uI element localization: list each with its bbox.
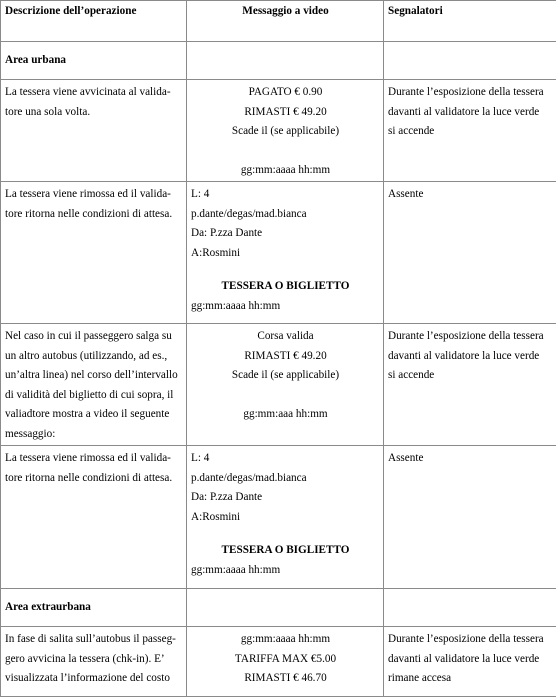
- table-row: [1, 324, 556, 446]
- row5-description: In fase di salita sull’autobus il passeg- gero avvicina la tessera (chk-in). E’ visualizzata l’informazione del costo: [1, 627, 187, 697]
- table-row: [1, 627, 556, 697]
- row3-description: Nel caso in cui il passeggero salga su un altro autobus (utilizzando, ad es., un’altra linea) nel corso dell’intervallo di validità del biglietto di cui sopra, il valiadtore mostra a video il seguente messaggio:: [1, 324, 187, 446]
- section-title-urban: Area urbana: [1, 42, 187, 80]
- row5-message: gg:mm:aaaa hh:mm TARIFFA MAX €5.00 RIMASTI € 46.70: [187, 627, 384, 697]
- row1-message: PAGATO € 0.90 RIMASTI € 49.20 Scade il (se applicabile) gg:mm:aaaa hh:mm: [187, 80, 384, 182]
- header-message: Messaggio a video: [187, 1, 384, 42]
- row1-signals: Durante l’esposizione della tessera davanti al validatore la luce verde si accende: [384, 80, 556, 182]
- row2-description: La tessera viene rimossa ed il valida- tore ritorna nelle condizioni di attesa.: [1, 182, 187, 324]
- row4-message: L: 4 p.dante/degas/mad.bianca Da: P.zza Dante A:Rosmini TESSERA O BIGLIETTO gg:mm:aaaa hh:mm: [187, 446, 384, 589]
- row3-message: Corsa valida RIMASTI € 49.20 Scade il (se applicabile) gg:mm:aaa hh:mm: [187, 324, 384, 446]
- row2-signals: Assente: [384, 182, 556, 324]
- section-title-extraurban: Area extraurbana: [1, 589, 187, 627]
- table-header-row: [1, 1, 556, 42]
- header-signals: Segnalatori: [384, 1, 556, 42]
- row4-signals: Assente: [384, 446, 556, 589]
- row4-description: La tessera viene rimossa ed il valida- tore ritorna nelle condizioni di attesa.: [1, 446, 187, 589]
- table-row: [1, 80, 556, 182]
- row5-signals: Durante l’esposizione della tessera davanti al validatore la luce verde rimane accesa: [384, 627, 556, 697]
- row3-signals: Durante l’esposizione della tessera davanti al validatore la luce verde si accende: [384, 324, 556, 446]
- table-row: [1, 446, 556, 589]
- row1-description: La tessera viene avvicinata al valida- tore una sola volta.: [1, 80, 187, 182]
- table-row: [1, 182, 556, 324]
- section-row-extraurban: [1, 589, 556, 627]
- section-row-urban: [1, 42, 556, 80]
- header-description: Descrizione dell’operazione: [1, 1, 187, 42]
- row2-message: L: 4 p.dante/degas/mad.bianca Da: P.zza Dante A:Rosmini TESSERA O BIGLIETTO gg:mm:aaaa hh:mm: [187, 182, 384, 324]
